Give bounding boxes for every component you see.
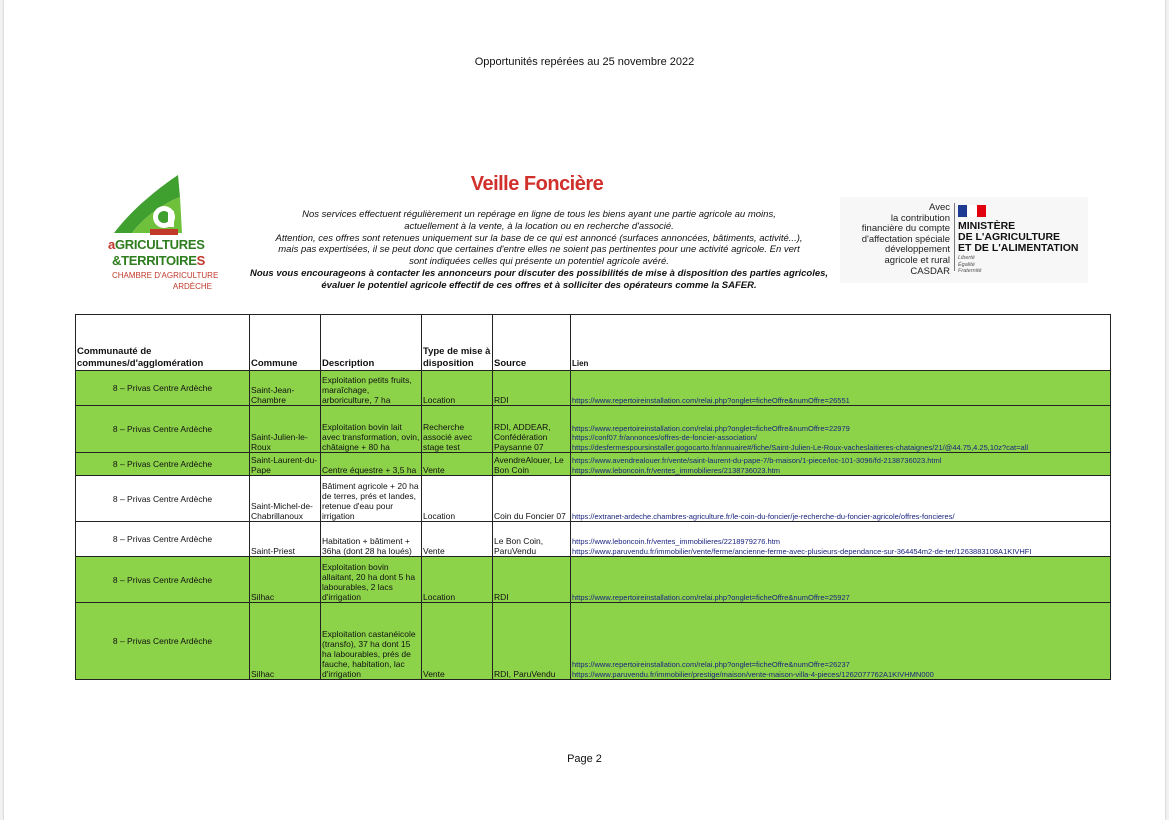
- republic-motto: Liberté Égalité Fraternité: [958, 255, 982, 274]
- cell-communaute: 8 – Privas Centre Ardèche: [76, 557, 250, 603]
- intro-line: Nos services effectuent régulièrement un repérage en ligne de tous les biens ayant une partie agricole au moins,: [302, 209, 776, 220]
- offer-link[interactable]: https://www.repertoireinstallation.com/relai.php?onglet=ficheOffre&numOffre=22979: [572, 423, 850, 433]
- cell-commune: Saint-Julien-le-Roux: [250, 406, 321, 453]
- cell-commune: Saint-Michel-de-Chabrillanoux: [250, 476, 321, 522]
- table-header-row: [76, 315, 1111, 371]
- brand-line-2: &TERRITOIRES: [112, 253, 205, 268]
- header-source: Source: [493, 315, 571, 371]
- table-row: [76, 406, 1111, 453]
- cell-source: AvendreAlouer, Le Bon Coin: [493, 453, 571, 476]
- cell-commune: Saint-Jean-Chambre: [250, 371, 321, 406]
- cell-communaute: 8 – Privas Centre Ardèche: [76, 522, 250, 557]
- cell-commune: Silhac: [250, 603, 321, 680]
- cell-type: Recherche associé avec stage test: [422, 406, 493, 453]
- cell-lien: [571, 603, 1111, 680]
- cell-source: RDI, ADDEAR, Confédération Paysanne 07: [493, 406, 571, 453]
- offers-table: [75, 314, 1111, 680]
- cell-lien: [571, 557, 1111, 603]
- intro-line-bold: évaluer le potentiel agricole effectif de ces offres et à solliciter des opérateurs comme la SAFER.: [321, 279, 757, 291]
- offer-link[interactable]: https://www.repertoireinstallation.com/relai.php?onglet=ficheOffre&numOffre=26237: [572, 660, 850, 669]
- cell-source: Le Bon Coin, ParuVendu: [493, 522, 571, 557]
- french-flag-icon: [958, 205, 986, 217]
- cell-communaute: 8 – Privas Centre Ardèche: [76, 406, 250, 453]
- cell-communaute: 8 – Privas Centre Ardèche: [76, 371, 250, 406]
- cell-communaute: 8 – Privas Centre Ardèche: [76, 453, 250, 476]
- brand-line-3: CHAMBRE D'AGRICULTURE: [112, 271, 219, 280]
- cell-type: Vente: [422, 453, 493, 476]
- cell-description: Centre équestre + 3,5 ha: [321, 453, 422, 476]
- cell-communaute: 8 – Privas Centre Ardèche: [76, 603, 250, 680]
- offer-link[interactable]: https://www.leboncoin.fr/ventes_immobilieres/2218979276.htm: [572, 537, 781, 546]
- table-row: [76, 557, 1111, 603]
- flag-band: [958, 205, 967, 217]
- cell-type: Vente: [422, 603, 493, 680]
- table-row: [76, 522, 1111, 557]
- logo-divider: [954, 203, 955, 271]
- intro-line: Attention, ces offres sont retenues uniquement sur la base de ce qui est annoncé (surfaces annoncées, bâtiments, activité...),: [275, 232, 803, 244]
- header-communaute: Communauté de communes/d'agglomération: [76, 315, 250, 371]
- casdar-text: Avec la contribution financière du compte d'affectation spéciale développement agricole et rural CASDAR: [861, 202, 950, 277]
- offer-link[interactable]: https://extranet-ardeche.chambres-agriculture.fr/le-coin-du-foncier/je-recherche-du-foncier-agricole/offres-foncieres/: [572, 511, 955, 521]
- document-title: Veille Foncière: [470, 173, 604, 195]
- offer-link[interactable]: https://www.repertoireinstallation.com/relai.php?onglet=ficheOffre&numOffre=25927: [572, 592, 850, 602]
- cell-lien: [571, 522, 1111, 557]
- page-number: Page 2: [567, 753, 602, 765]
- table-row: [76, 453, 1111, 476]
- ministry-name: MINISTÈRE DE L'AGRICULTURE ET DE L'ALIMENTATION: [958, 220, 1079, 254]
- header-lien: Lien: [571, 315, 1111, 371]
- cell-source: RDI: [493, 371, 571, 406]
- cell-description: Exploitation castanéicole (transfo), 37 ha dont 15 ha labourables, prés de fauche, habitation, lac d'irrigation: [321, 603, 422, 680]
- document-page: [4, 0, 1165, 820]
- offer-link[interactable]: https://www.paruvendu.fr/immobilier/prestige/maison/vente-maison-villa-4-pieces/1262077762A1KIVHMN000: [572, 669, 934, 679]
- cell-type: Location: [422, 371, 493, 406]
- cell-commune: Saint-Priest: [250, 522, 321, 557]
- offer-link[interactable]: https://www.repertoireinstallation.com/relai.php?onglet=ficheOffre&numOffre=26551: [572, 395, 850, 405]
- cell-lien: [571, 476, 1111, 522]
- table-row: [76, 603, 1111, 680]
- brand-line-4: ARDÈCHE: [172, 282, 212, 291]
- table-row: [76, 371, 1111, 406]
- cell-source: RDI: [493, 557, 571, 603]
- cell-source: Coin du Foncier 07: [493, 476, 571, 522]
- brand-line-1: aGRICULTURES: [108, 237, 205, 252]
- cell-description: Exploitation bovin allaitant, 20 ha dont 5 ha labourables, 2 lacs d'irrigation: [321, 557, 422, 603]
- header-type: Type de mise à disposition: [422, 315, 493, 371]
- intro-line: mais pas expertisées, il se peut donc que certaines d'entre elles ne soient pas pertinentes pour une activité agricole. En vert: [278, 244, 800, 256]
- cell-description: Bâtiment agricole + 20 ha de terres, prés et landes, retenue d'eau pour irrigation: [321, 476, 422, 522]
- offer-link[interactable]: https://desfermespoursinstaller.gogocarto.fr/annuaire#/fiche/Saint-Julien-Le-Roux-vacheslaitieres-chataignes/21/@44.75,4.25,10z?cat=all: [572, 442, 1028, 452]
- cell-description: Habitation + bâtiment + 36ha (dont 28 ha loués): [321, 522, 422, 557]
- intro-paragraph: [244, 209, 834, 292]
- flag-band: [967, 205, 976, 217]
- cell-communaute: 8 – Privas Centre Ardèche: [76, 476, 250, 522]
- cell-description: Exploitation petits fruits, maraîchage, arboriculture, 7 ha: [321, 371, 422, 406]
- cell-description: Exploitation bovin lait avec transformation, ovin, châtaigne + 80 ha: [321, 406, 422, 453]
- cell-type: Vente: [422, 522, 493, 557]
- cell-lien: [571, 371, 1111, 406]
- cell-lien: [571, 406, 1111, 453]
- offer-link[interactable]: https://www.leboncoin.fr/ventes_immobilieres/2138736023.htm: [572, 465, 781, 475]
- offer-link[interactable]: https://www.avendrealouer.fr/vente/saint-laurent-du-pape-7/b-maison/1-piece/loc-101-3096/fd-2138736023.html: [572, 456, 942, 465]
- intro-line: sont indiquées celles qui présente un potentiel agricole avéré.: [409, 256, 669, 268]
- cell-commune: Silhac: [250, 557, 321, 603]
- header-description: Description: [321, 315, 422, 371]
- intro-line: actuellement à la vente, à la location ou en recherche d'associé.: [404, 220, 674, 232]
- cell-commune: Saint-Laurent-du-Pape: [250, 453, 321, 476]
- cell-type: Location: [422, 476, 493, 522]
- intro-line-bold: Nous vous encourageons à contacter les annonceurs pour discuter des possibilités de mise à disposition des parties agricoles,: [249, 267, 829, 279]
- cell-source: RDI, ParuVendu: [493, 603, 571, 680]
- header-commune: Commune: [250, 315, 321, 371]
- offer-link[interactable]: https://www.paruvendu.fr/immobilier/vente/ferme/ancienne-ferme-avec-plusieurs-dependance-sur-364454m2-de-ter/1263883108A1KIVHFI: [572, 546, 1032, 556]
- page-header: Opportunités repérées au 25 novembre 2022: [474, 56, 695, 68]
- table-row: [76, 476, 1111, 522]
- offer-link[interactable]: https://conf07.fr/annonces/offres-de-foncier-association/: [572, 433, 757, 442]
- flag-band: [977, 205, 986, 217]
- ministere-logo: [840, 197, 1088, 283]
- cell-lien: [571, 453, 1111, 476]
- cell-type: Location: [422, 557, 493, 603]
